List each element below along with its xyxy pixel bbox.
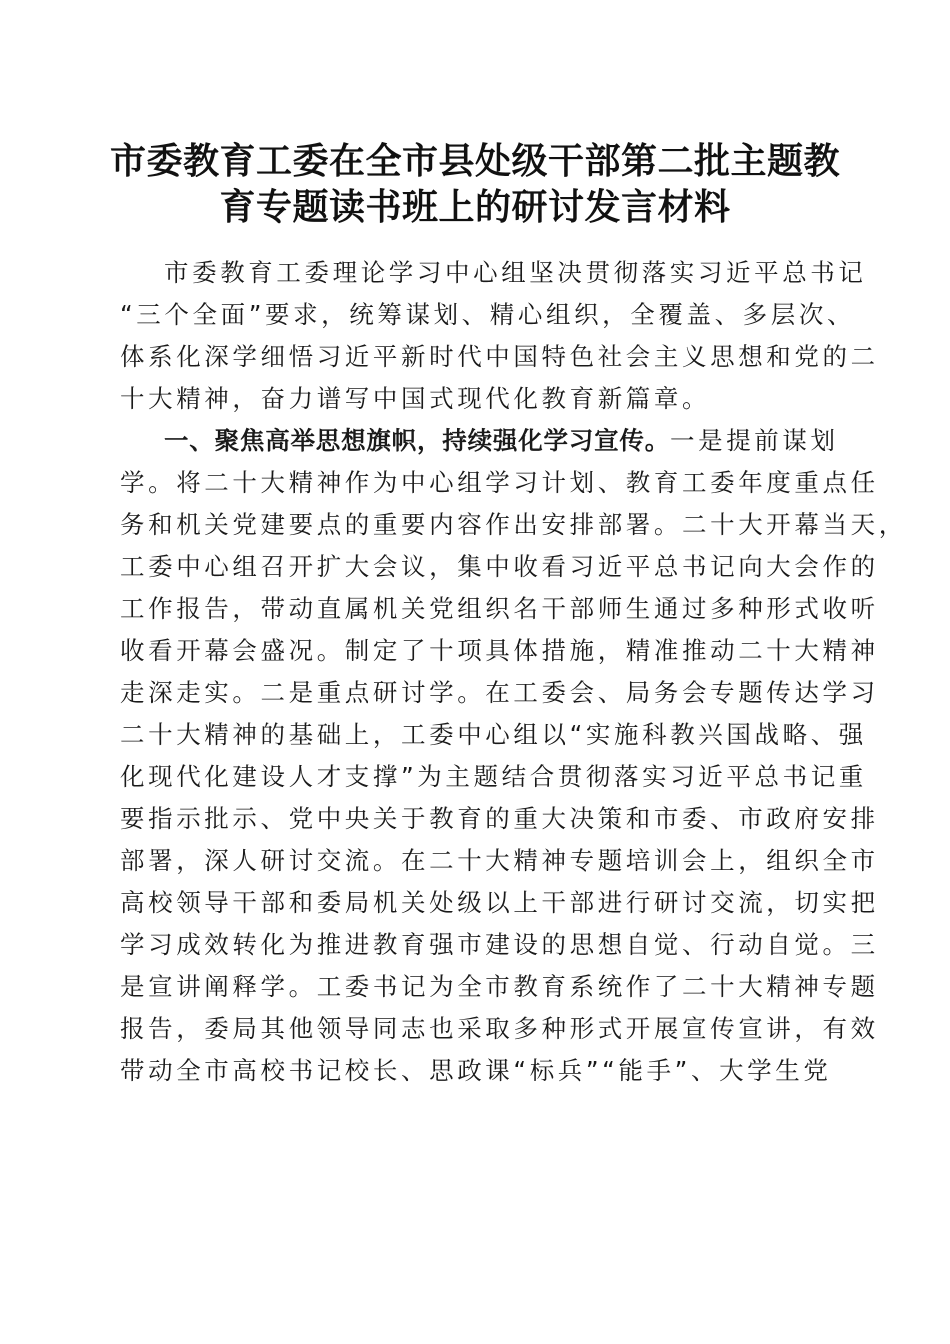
document-title: [100, 138, 850, 230]
paragraph-line: 收看开幕会盛况。制定了十项具体措施，精准推动二十大精神: [120, 636, 879, 665]
section-heading: 一、聚焦高举思想旗帜，持续强化学习宣传。: [164, 426, 670, 455]
paragraph-intro: [120, 252, 879, 420]
paragraph-line: 学。将二十大精神作为中心组学习计划、教育工委年度重点任: [120, 468, 879, 497]
paragraph-line: 体系化深学细悟习近平新时代中国特色社会主义思想和党的二: [120, 342, 879, 371]
paragraph-line: 高校领导干部和委局机关处级以上干部进行研讨交流，切实把: [120, 888, 879, 917]
paragraph-line: 是宣讲阐释学。工委书记为全市教育系统作了二十大精神专题: [120, 972, 879, 1001]
paragraph-line: 工委中心组召开扩大会议，集中收看习近平总书记向大会作的: [120, 552, 879, 581]
paragraph-line: 要指示批示、党中央关于教育的重大决策和市委、市政府安排: [120, 804, 879, 833]
paragraph-line: “三个全面”要求，统筹谋划、精心组织，全覆盖、多层次、: [120, 300, 856, 329]
paragraph-line: 二十大精神的基础上，工委中心组以“实施科教兴国战略、强: [120, 720, 867, 749]
title-line-1: 市委教育工委在全市县处级干部第二批主题教: [109, 140, 840, 182]
paragraph-line: [120, 420, 839, 462]
paragraph-line: 务和机关党建要点的重要内容作出安排部署。二十大开幕当天，: [120, 510, 907, 539]
document-body: [120, 252, 907, 1092]
paragraph-line: 化现代化建设人才支撑”为主题结合贯彻落实习近平总书记重: [120, 762, 867, 791]
paragraph-line: 带动全市高校书记校长、思政课“标兵”“能手”、大学生党: [120, 1056, 832, 1085]
paragraph-line: 报告，委局其他领导同志也采取多种形式开展宣传宣讲，有效: [120, 1014, 879, 1043]
title-line-2: 育专题读书班上的研讨发言材料: [219, 186, 731, 228]
paragraph-line: 走深走实。二是重点研讨学。在工委会、局务会专题传达学习: [120, 678, 879, 707]
section-first-line-text: 一是提前谋划: [670, 426, 839, 455]
paragraph-line: 市委教育工委理论学习中心组坚决贯彻落实习近平总书记: [164, 258, 867, 287]
paragraph-section-one: [120, 420, 907, 1092]
paragraph-line: 部署，深人研讨交流。在二十大精神专题培训会上，组织全市: [120, 846, 879, 875]
paragraph-line: 学习成效转化为推进教育强市建设的思想自觉、行动自觉。三: [120, 930, 879, 959]
paragraph-line: 工作报告，带动直属机关党组织名干部师生通过多种形式收听: [120, 594, 879, 623]
paragraph-line: 十大精神，奋力谱写中国式现代化教育新篇章。: [120, 384, 711, 413]
